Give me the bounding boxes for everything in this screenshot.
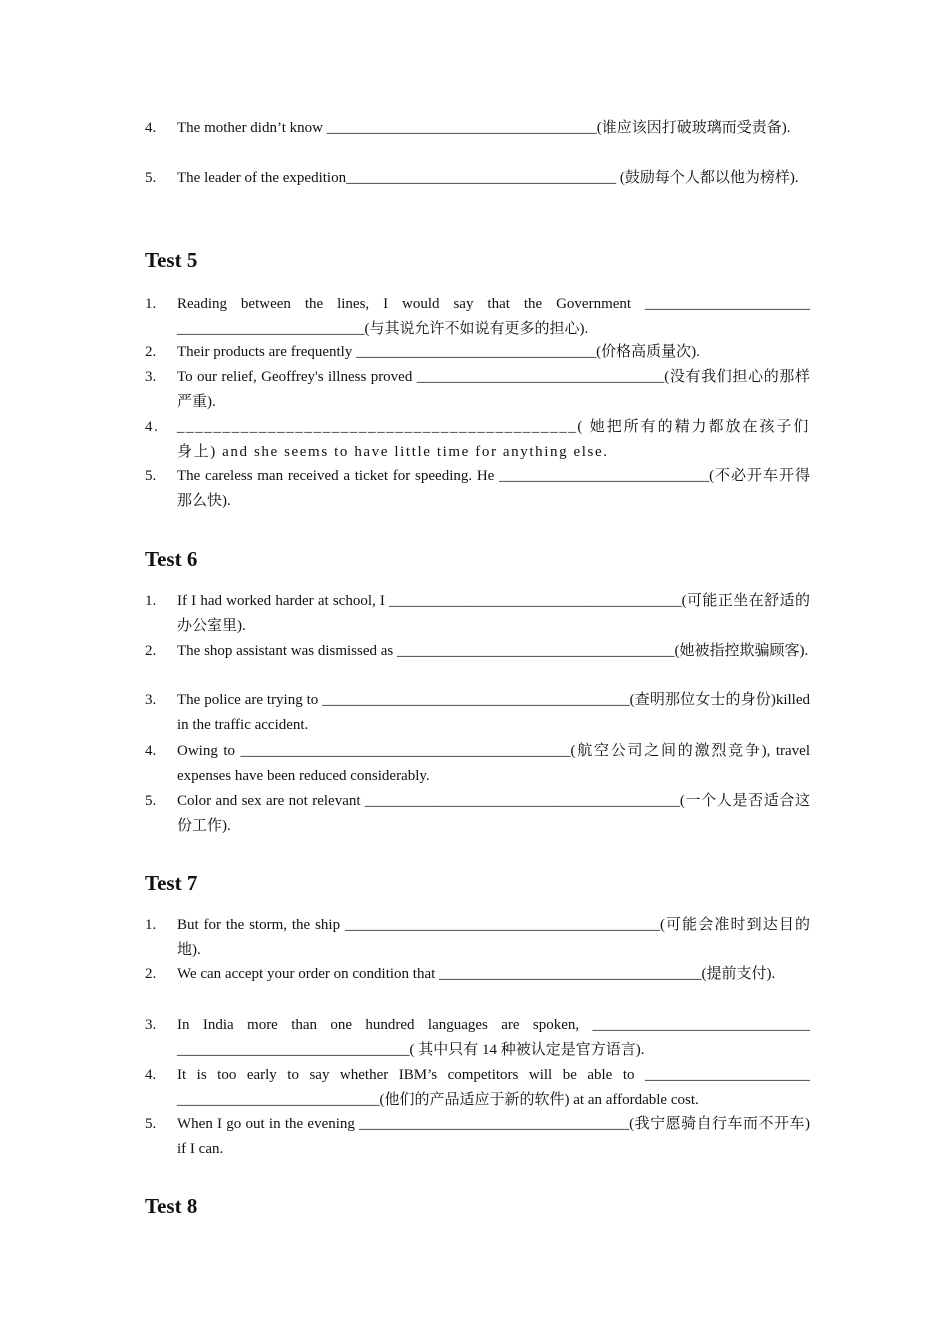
item-number: 2. [145, 344, 157, 360]
item-number: 3. [145, 1017, 157, 1033]
item-text: We can accept your order on condition that ___________________________________(提前支付). [177, 966, 776, 982]
item-text: If I had worked harder at school, I _______________________________________(可能正坐在舒适的办公室里). [177, 593, 810, 634]
item-text: It is too early to say whether IBM’s competitors will be able to ______________________ ___________________________(他们的产品适应于新的软件) at an affordable cost. [177, 1067, 810, 1108]
item-number: 4. [145, 1067, 157, 1083]
item-text: The shop assistant was dismissed as _____________________________________(她被指控欺骗顾客). [177, 643, 809, 659]
item-text: Their products are frequently ________________________________(价格高质量次). [177, 344, 700, 360]
item-number: 1. [145, 593, 157, 609]
section-heading-test-5: Test 5 [145, 248, 198, 272]
list-item [145, 292, 810, 341]
list-item [145, 639, 810, 664]
list-item [145, 789, 810, 838]
list-item [145, 1112, 810, 1161]
item-number: 5. [145, 1116, 157, 1132]
list-item [145, 739, 810, 788]
item-text: The leader of the expedition____________________________________ (鼓励每个人都以他为榜样). [177, 170, 799, 186]
item-number: 5. [145, 170, 157, 186]
item-number: 1. [145, 917, 157, 933]
item-text: The police are trying to _________________________________________(查明那位女士的身份)killed in the traffic accident. [177, 692, 810, 733]
list-item [145, 1063, 810, 1112]
section-heading-test-6: Test 6 [145, 547, 198, 571]
item-text: Color and sex are not relevant __________________________________________(一个人是否适合这份工作). [177, 793, 810, 834]
item-text: Owing to ____________________________________________(航空公司之间的激烈竞争), travel expenses have been reduced considerably. [177, 743, 810, 784]
item-text: To our relief, Geoffrey's illness proved _________________________________(没有我们担心的那样严重). [177, 369, 810, 410]
list-item [145, 365, 810, 414]
item-number: 2. [145, 643, 157, 659]
list-item [145, 166, 810, 191]
list-item [145, 913, 810, 962]
item-number: 4. [145, 120, 157, 136]
item-text: When I go out in the evening ____________________________________(我宁愿骑自行车而不开车) if I can. [177, 1116, 810, 1157]
item-number: 5. [145, 793, 157, 809]
item-text: The mother didn’t know ____________________________________(谁应该因打破玻璃而受责备). [177, 120, 791, 136]
item-number: 4. [145, 743, 157, 759]
list-item [145, 116, 810, 141]
list-item [145, 962, 810, 987]
item-text: The careless man received a ticket for speeding. He ____________________________(不必开车开得那么快). [177, 468, 810, 509]
list-item [145, 589, 810, 638]
item-number: 3. [145, 369, 157, 385]
item-number: 5. [145, 468, 157, 484]
list-item [145, 340, 810, 365]
section-heading-test-8: Test 8 [145, 1194, 198, 1218]
list-item [145, 1013, 810, 1062]
item-text: But for the storm, the ship __________________________________________(可能会准时到达目的地). [177, 917, 810, 958]
item-text: ____________________________________________( 她把所有的精力都放在孩子们身上) and she seems to have little time for anything else. [177, 419, 810, 460]
item-number: 2. [145, 966, 157, 982]
item-number: 1. [145, 296, 157, 312]
list-item [145, 415, 810, 464]
item-number: 3. [145, 692, 157, 708]
section-heading-test-7: Test 7 [145, 871, 198, 895]
item-text: Reading between the lines, I would say that the Government ______________________ _________________________(与其说允许不如说有更多的担心). [177, 296, 810, 337]
item-text: In India more than one hundred languages are spoken, _____________________________ _______________________________( 其中只有 14 种被认定是官方语言). [177, 1017, 810, 1058]
list-item [145, 688, 810, 737]
list-item [145, 464, 810, 513]
item-number: 4. [145, 419, 160, 435]
